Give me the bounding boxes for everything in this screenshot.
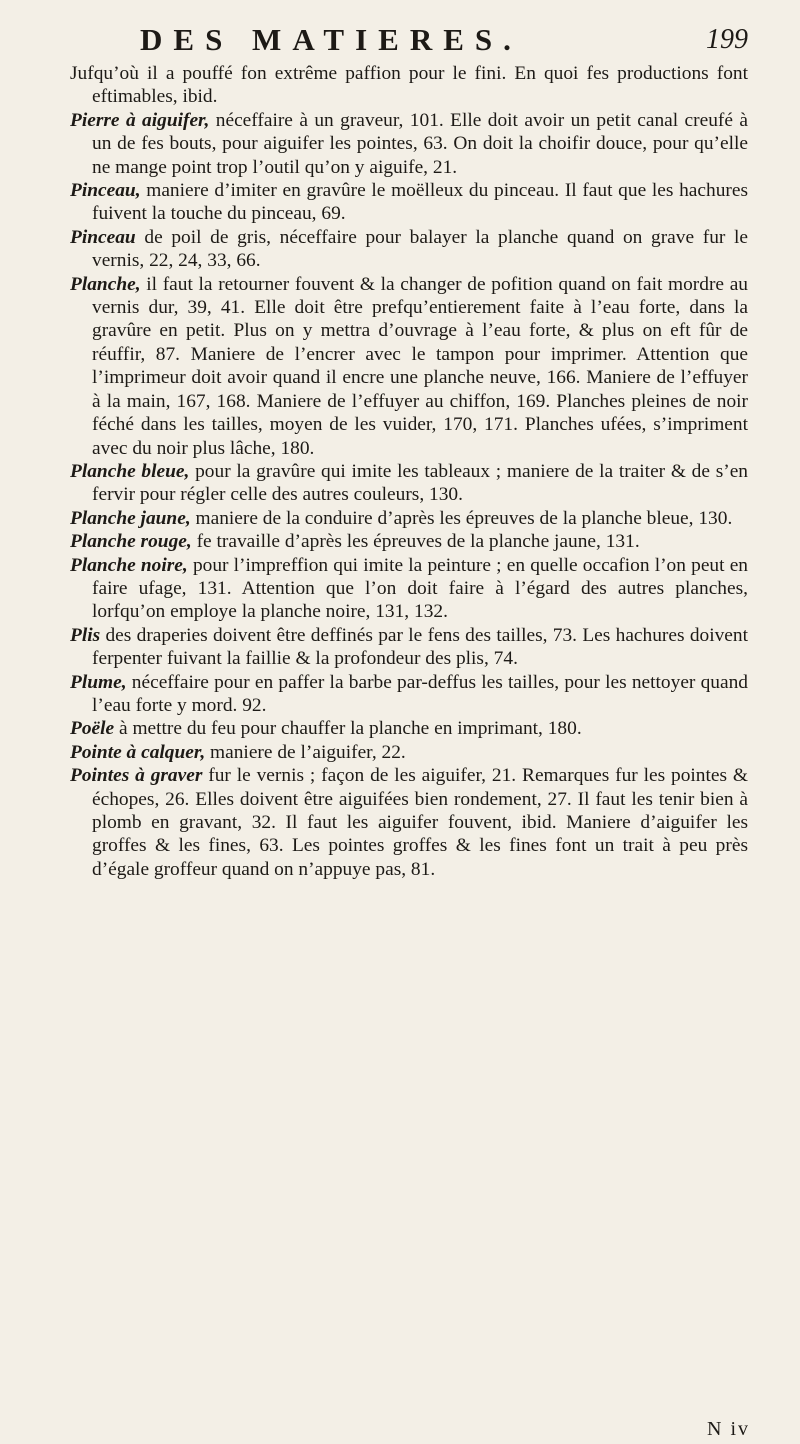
entry-text: de poil de gris, néceffaire pour balayer la planche quand on grave fur le vernis, 22, 24, 33, 66. bbox=[92, 226, 748, 272]
entry-headword: Pinceau, bbox=[70, 180, 141, 202]
entry-headword: Plis bbox=[70, 624, 101, 646]
index-entry bbox=[70, 554, 748, 624]
entry-text: fur le vernis ; façon de les aiguifer, 21. Remarques fur les pointes & échopes, 26. Elles doivent être aiguifées bien rondement, 27. Il faut les tenir bien à plomb en gravant, 32. Il faut les aiguifer fouvent, ibid. Maniere d’aiguifer les groffes & les fines, 63. Les pointes groffes & les fines font un trait à peu près d’égale groffeur quand on n’appuye pas, 81. bbox=[92, 765, 748, 880]
entry-headword: Poële bbox=[70, 718, 115, 740]
index-entries bbox=[70, 62, 748, 881]
entry-headword: Pierre à aiguifer, bbox=[70, 109, 210, 131]
entry-text: des draperies doivent être deffinés par le fens des tailles, 73. Les hachures doivent ferpenter fuivant la faillie & la profondeur des plis, 74. bbox=[92, 624, 748, 670]
entry-headword: Pointes à graver bbox=[70, 765, 203, 787]
entry-headword: Planche, bbox=[70, 273, 141, 295]
running-title: DES MATIERES. bbox=[140, 22, 522, 57]
index-entry bbox=[70, 273, 748, 460]
entry-headword: Pointe à calquer, bbox=[70, 741, 206, 763]
entry-text: il faut la retourner fouvent & la changer de pofition quand on fait mordre au vernis dur, 39, 41. Elle doit être prefqu’entierement faite à l’eau forte, dans la gravûre en petit. Plus on y mettra d’ouvrage à l’eau forte, & plus on eft fûr de réuffir, 87. Maniere de l’encrer avec le tampon pour imprimer. Attention que l’imprimeur doit avoir quand il encre une planche neuve, 166. Maniere de l’effuyer à la main, 167, 168. Maniere de l’effuyer au chiffon, 169. Planches pleines de noir féché dans les tailles, moyen de les vuider, 170, 171. Planches ufées, s’impriment avec du noir plus lâche, 180. bbox=[92, 273, 748, 459]
entry-headword: Planche bleue, bbox=[70, 460, 190, 482]
index-entry bbox=[70, 741, 748, 764]
index-entry bbox=[70, 62, 748, 109]
signature-mark: N iv bbox=[707, 1418, 750, 1440]
index-entry bbox=[70, 530, 748, 553]
running-head bbox=[0, 22, 800, 62]
entry-text: Jufqu’où il a pouffé fon extrême paffion pour le fini. En quoi fes productions font eftimables, ibid. bbox=[70, 63, 748, 108]
entry-headword: Planche rouge, bbox=[70, 531, 192, 553]
entry-text: pour la gravûre qui imite les tableaux ; maniere de la traiter & de s’en fervir pour régler celle des autres couleurs, 130. bbox=[92, 460, 749, 506]
entry-headword: Planche noire, bbox=[70, 554, 188, 576]
entry-text: néceffaire pour en paffer la barbe par-deffus les tailles, pour les nettoyer quand l’eau forte y mord. 92. bbox=[92, 671, 748, 716]
entry-text: pour l’impreffion qui imite la peinture ; en quelle occafion l’on peut en faire ufage, 131. Attention que l’on doit faire à l’égard des autres planches, lorfqu’on employe la planche noire, 131, 132. bbox=[92, 554, 748, 623]
entry-headword: Plume, bbox=[70, 671, 127, 693]
entry-text: maniere de la conduire d’après les épreuves de la planche bleue, 130. bbox=[190, 507, 733, 529]
entry-text: à mettre du feu pour chauffer la planche en imprimant, 180. bbox=[114, 718, 582, 740]
index-entry bbox=[70, 764, 748, 881]
entry-headword: Planche jaune, bbox=[70, 507, 191, 529]
page-number: 199 bbox=[706, 24, 748, 55]
index-entry bbox=[70, 179, 748, 226]
entry-text: maniere de l’aiguifer, 22. bbox=[205, 741, 406, 763]
index-entry bbox=[70, 671, 748, 718]
entry-headword: Pinceau bbox=[70, 226, 136, 248]
entry-text: maniere d’imiter en gravûre le moëlleux du pinceau. Il faut que les hachures fuivent la touche du pinceau, 69. bbox=[92, 180, 748, 225]
index-entry bbox=[70, 717, 748, 740]
index-entry bbox=[70, 624, 748, 671]
entry-text: néceffaire à un graveur, 101. Elle doit avoir un petit canal creufé à un de fes bouts, pour aiguifer les pointes, 63. On doit la choifir douce, pour qu’elle ne mange point trop l’outil qu’on y aiguife, 21. bbox=[92, 109, 748, 178]
index-entry bbox=[70, 460, 748, 507]
index-entry bbox=[70, 109, 748, 179]
index-entry bbox=[70, 507, 748, 530]
entry-text: fe travaille d’après les épreuves de la planche jaune, 131. bbox=[191, 531, 640, 553]
index-entry bbox=[70, 226, 748, 273]
